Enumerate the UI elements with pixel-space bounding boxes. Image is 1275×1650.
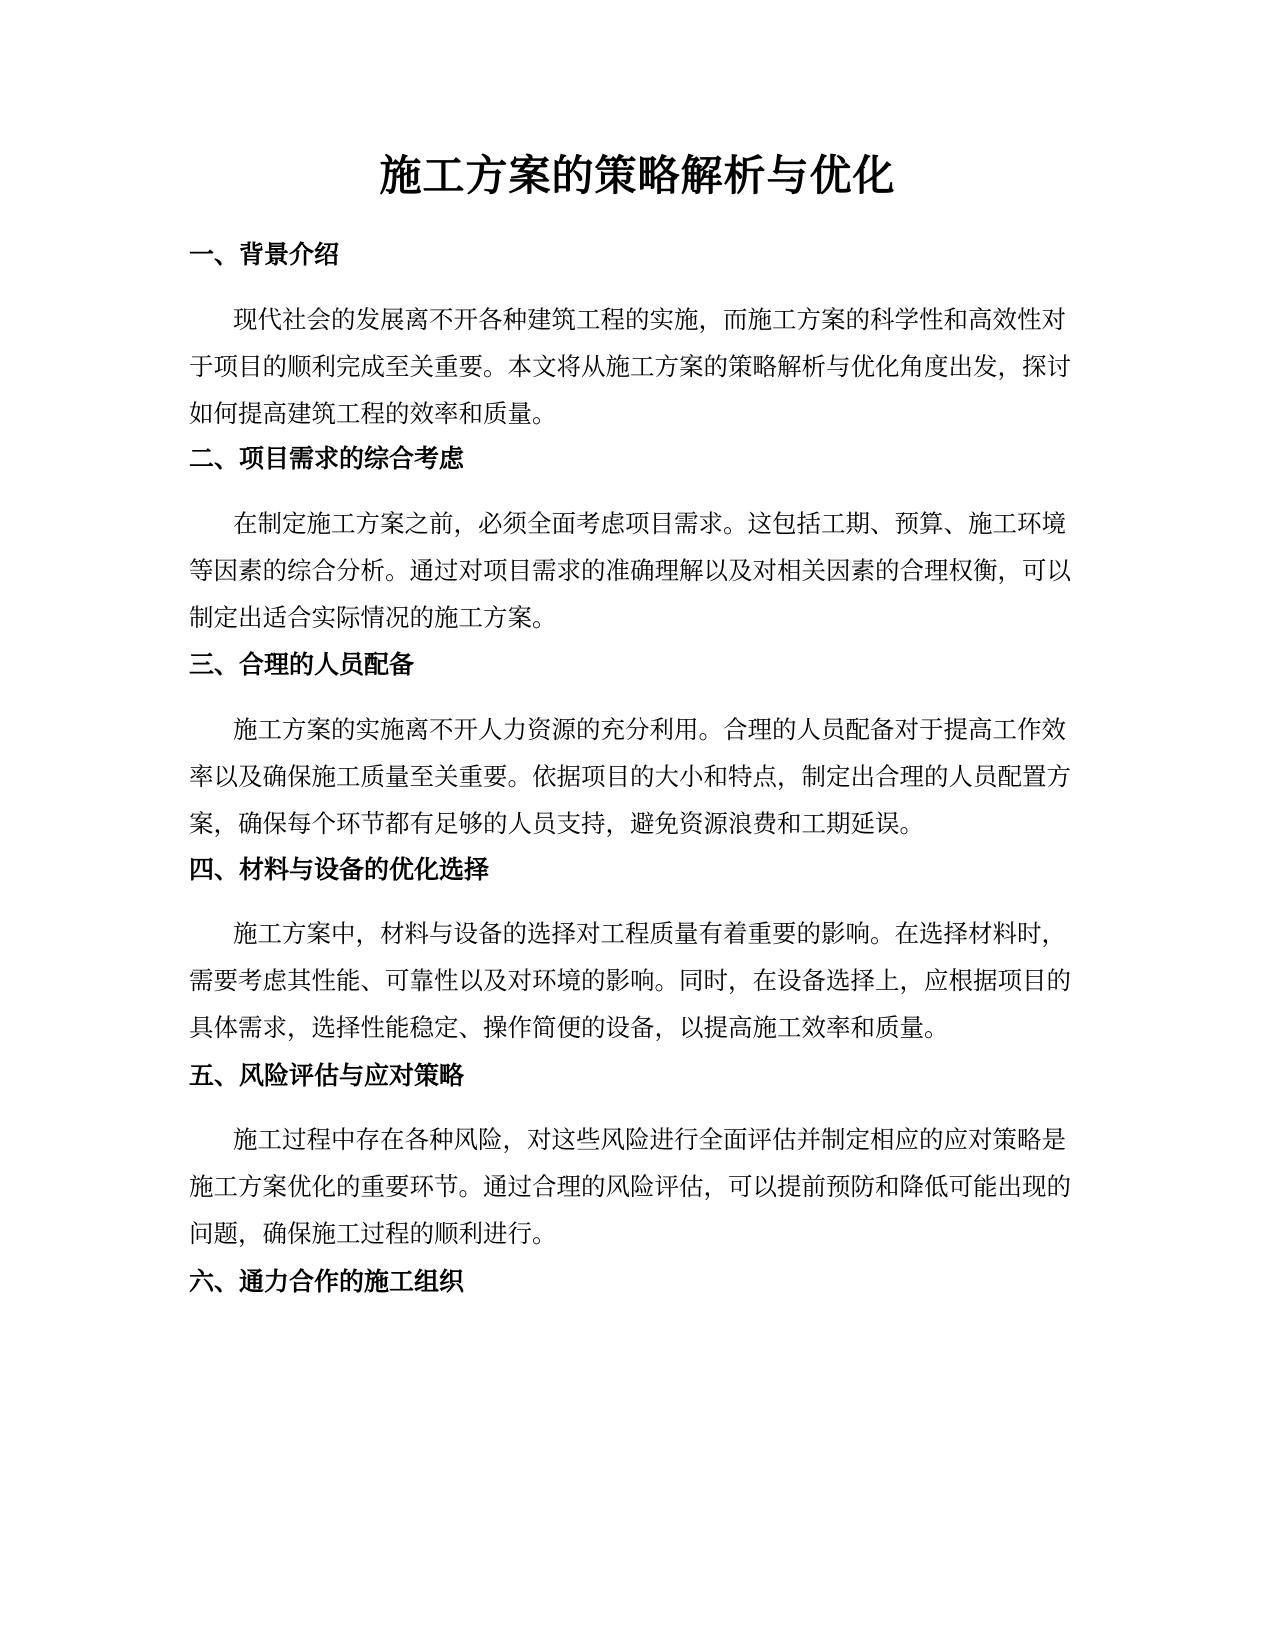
section-paragraph-requirements [189, 500, 1089, 641]
section-paragraph-staffing [189, 706, 1089, 847]
paragraph-line: 在制定施工方案之前，必须全面考虑项目需求。这包括工期、预算、施工环境 [233, 509, 1066, 538]
document-title: 施工方案的策略解析与优化 [379, 151, 896, 200]
section-heading-background: 一、背景介绍 [189, 240, 340, 269]
section-heading-requirements: 二、项目需求的综合考虑 [189, 444, 465, 473]
paragraph-line: 施工方案的实施离不开人力资源的充分利用。合理的人员配备对于提高工作效 [233, 715, 1066, 744]
section-heading-materials: 四、材料与设备的优化选择 [189, 855, 490, 884]
paragraph-line: 现代社会的发展离不开各种建筑工程的实施，而施工方案的科学性和高效性对 [233, 305, 1066, 334]
paragraph-line: 制定出适合实际情况的施工方案。 [189, 603, 557, 632]
paragraph-line: 如何提高建筑工程的效率和质量。 [189, 399, 557, 428]
paragraph-line: 施工过程中存在各种风险，对这些风险进行全面评估并制定相应的应对策略是 [233, 1125, 1066, 1154]
section-paragraph-materials [189, 910, 1089, 1051]
paragraph-line: 需要考虑其性能、可靠性以及对环境的影响。同时，在设备选择上，应根据项目的 [189, 966, 1071, 995]
paragraph-line: 于项目的顺利完成至关重要。本文将从施工方案的策略解析与优化角度出发，探讨 [189, 352, 1071, 381]
section-heading-risk: 五、风险评估与应对策略 [189, 1061, 465, 1090]
paragraph-line: 案，确保每个环节都有足够的人员支持，避免资源浪费和工期延误。 [189, 809, 924, 838]
paragraph-line: 具体需求，选择性能稳定、操作简便的设备，以提高施工效率和质量。 [189, 1013, 949, 1042]
section-paragraph-risk [189, 1116, 1089, 1257]
paragraph-line: 施工方案优化的重要环节。通过合理的风险评估，可以提前预防和降低可能出现的 [189, 1172, 1071, 1201]
paragraph-line: 问题，确保施工过程的顺利进行。 [189, 1219, 557, 1248]
section-paragraph-background [189, 296, 1089, 437]
paragraph-line: 率以及确保施工质量至关重要。依据项目的大小和特点，制定出合理的人员配置方 [189, 762, 1071, 791]
section-heading-staffing: 三、合理的人员配备 [189, 650, 415, 679]
paragraph-line: 施工方案中，材料与设备的选择对工程质量有着重要的影响。在选择材料时， [233, 919, 1066, 948]
section-heading-organization: 六、通力合作的施工组织 [189, 1267, 465, 1296]
paragraph-line: 等因素的综合分析。通过对项目需求的准确理解以及对相关因素的合理权衡，可以 [189, 556, 1071, 585]
